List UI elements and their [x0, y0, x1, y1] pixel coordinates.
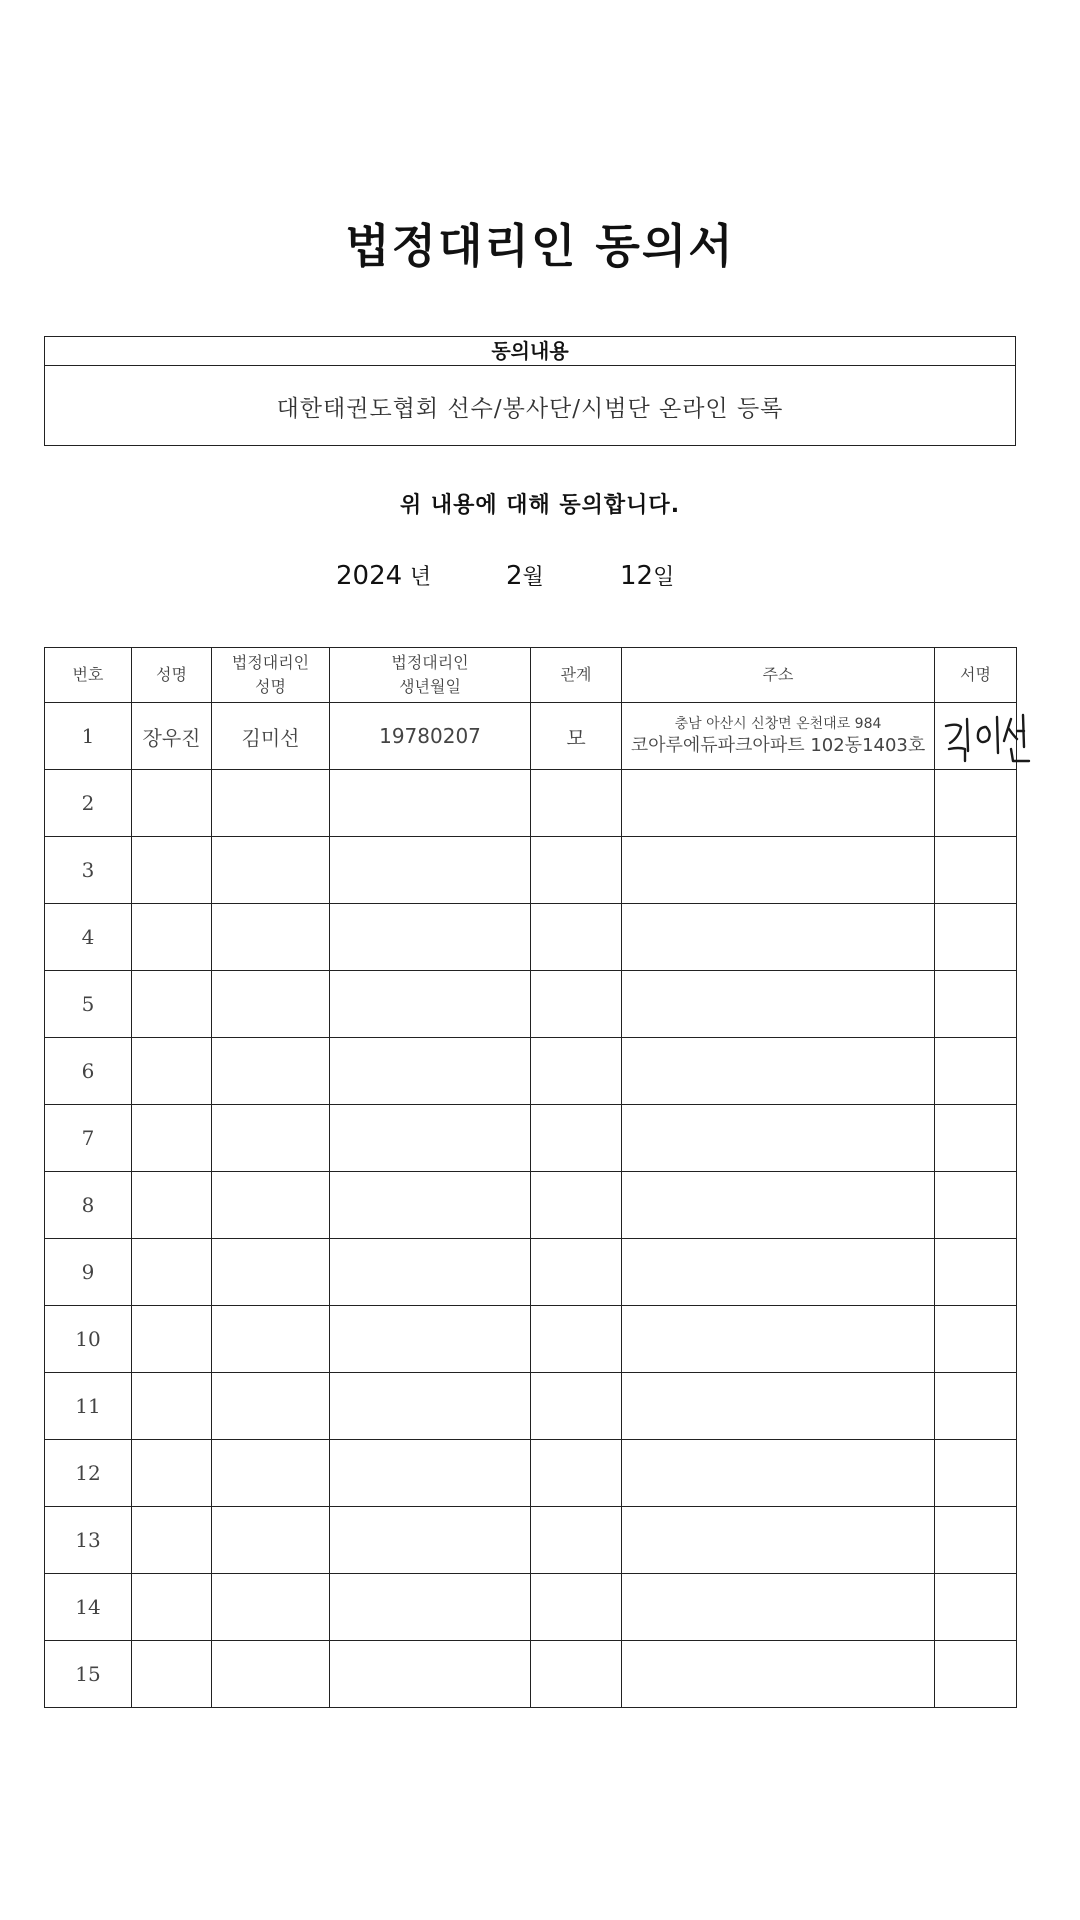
student-name: 장우진	[132, 703, 212, 770]
guardian-name	[212, 971, 330, 1038]
signature-cell	[935, 1641, 1017, 1708]
date-day-unit: 일	[653, 565, 675, 590]
header-signature: 서명	[935, 648, 1017, 703]
header-relation: 관계	[531, 648, 622, 703]
student-name	[132, 904, 212, 971]
header-address: 주소	[622, 648, 935, 703]
header-guardian-name-line1: 법정대리인	[231, 653, 310, 672]
date-day-value: 12	[620, 561, 654, 591]
row-number: 2	[45, 770, 132, 837]
row-number: 7	[45, 1105, 132, 1172]
signature-cell	[935, 971, 1017, 1038]
consent-header: 동의내용	[45, 337, 1015, 366]
guardian-birthdate	[330, 971, 531, 1038]
consent-box	[44, 336, 1016, 446]
guardian-name	[212, 837, 330, 904]
row-number: 15	[45, 1641, 132, 1708]
address	[622, 1172, 935, 1239]
address	[622, 1440, 935, 1507]
relation	[531, 837, 622, 904]
guardian-birthdate	[330, 770, 531, 837]
header-name: 성명	[132, 648, 212, 703]
address	[622, 1306, 935, 1373]
address-line1: 충남 아산시 신창면 온천대로 984	[674, 716, 882, 732]
table-row	[45, 1373, 1017, 1440]
relation	[531, 1105, 622, 1172]
student-name	[132, 1373, 212, 1440]
guardian-name	[212, 770, 330, 837]
guardian-name	[212, 1574, 330, 1641]
guardian-birthdate	[330, 1172, 531, 1239]
relation	[531, 971, 622, 1038]
date-month-value: 2	[506, 561, 523, 591]
student-name	[132, 1172, 212, 1239]
signature-cell	[935, 1440, 1017, 1507]
relation	[531, 770, 622, 837]
relation	[531, 1373, 622, 1440]
relation	[531, 904, 622, 971]
signature-cell	[935, 1038, 1017, 1105]
signature-cell	[935, 1306, 1017, 1373]
guardian-birthdate	[330, 1440, 531, 1507]
relation	[531, 1038, 622, 1105]
table-row	[45, 1574, 1017, 1641]
student-name	[132, 1306, 212, 1373]
student-name	[132, 1574, 212, 1641]
row-number: 13	[45, 1507, 132, 1574]
handwritten-signature	[941, 711, 1037, 767]
address	[622, 971, 935, 1038]
guardian-birthdate	[330, 1105, 531, 1172]
table-row	[45, 904, 1017, 971]
guardian-name	[212, 1373, 330, 1440]
table-row	[45, 837, 1017, 904]
address	[622, 703, 935, 770]
consent-body: 대한태권도협회 선수/봉사단/시범단 온라인 등록	[276, 395, 784, 422]
date-month	[506, 560, 544, 591]
address	[622, 1373, 935, 1440]
header-guardian-birth	[330, 648, 531, 703]
table-row	[45, 1038, 1017, 1105]
address	[622, 1038, 935, 1105]
guardian-birthdate	[330, 1507, 531, 1574]
relation	[531, 1507, 622, 1574]
row-number: 4	[45, 904, 132, 971]
table-row	[45, 1641, 1017, 1708]
row-number: 3	[45, 837, 132, 904]
signature-cell	[935, 1574, 1017, 1641]
address	[622, 1105, 935, 1172]
relation: 모	[531, 703, 622, 770]
relation	[531, 1306, 622, 1373]
agreement-statement: 위 내용에 대해 동의합니다.	[399, 493, 681, 518]
table-row	[45, 1105, 1017, 1172]
guardian-birthdate	[330, 837, 531, 904]
student-name	[132, 1105, 212, 1172]
signature-cell	[935, 1507, 1017, 1574]
signature-cell	[935, 770, 1017, 837]
student-name	[132, 1239, 212, 1306]
guardian-name	[212, 1440, 330, 1507]
guardian-birthdate	[330, 1373, 531, 1440]
table-row	[45, 971, 1017, 1038]
date-month-unit: 월	[522, 565, 544, 590]
guardian-name	[212, 1641, 330, 1708]
date-year-value: 2024	[336, 561, 403, 591]
table-row	[45, 770, 1017, 837]
address	[622, 1239, 935, 1306]
table-row	[45, 1239, 1017, 1306]
guardian-name	[212, 1306, 330, 1373]
student-name	[132, 1038, 212, 1105]
signature-cell	[935, 1172, 1017, 1239]
table-row	[45, 1306, 1017, 1373]
guardian-birthdate: 19780207	[330, 703, 531, 770]
guardian-birthdate	[330, 1306, 531, 1373]
header-guardian-birth-line2: 생년월일	[399, 677, 461, 696]
signature-cell	[935, 1239, 1017, 1306]
address	[622, 837, 935, 904]
relation	[531, 1239, 622, 1306]
table-row	[45, 1507, 1017, 1574]
guardian-name: 김미선	[212, 703, 330, 770]
guardian-name	[212, 1105, 330, 1172]
student-name	[132, 1641, 212, 1708]
guardian-birthdate	[330, 1239, 531, 1306]
address	[622, 1574, 935, 1641]
guardian-name	[212, 1507, 330, 1574]
row-number: 9	[45, 1239, 132, 1306]
student-name	[132, 837, 212, 904]
address	[622, 1507, 935, 1574]
guardian-birthdate	[330, 1038, 531, 1105]
guardian-name	[212, 1038, 330, 1105]
row-number: 12	[45, 1440, 132, 1507]
address	[622, 770, 935, 837]
guardian-name	[212, 904, 330, 971]
signature-cell	[935, 1105, 1017, 1172]
relation	[531, 1440, 622, 1507]
document-title: 법정대리인 동의서	[345, 219, 735, 273]
date-day	[620, 560, 674, 591]
student-name	[132, 770, 212, 837]
table-row	[45, 1440, 1017, 1507]
guardian-name	[212, 1172, 330, 1239]
relation	[531, 1172, 622, 1239]
header-no: 번호	[45, 648, 132, 703]
address	[622, 904, 935, 971]
guardian-birthdate	[330, 1641, 531, 1708]
student-name	[132, 1440, 212, 1507]
signature-cell	[935, 703, 1017, 770]
header-guardian-birth-line1: 법정대리인	[391, 653, 469, 672]
table-row	[45, 703, 1017, 770]
guardian-birthdate	[330, 1574, 531, 1641]
signature-cell	[935, 1373, 1017, 1440]
row-number: 8	[45, 1172, 132, 1239]
guardian-birthdate	[330, 904, 531, 971]
signature-cell	[935, 904, 1017, 971]
guardian-table	[44, 647, 1017, 1708]
row-number: 1	[45, 703, 132, 770]
signature-cell	[935, 837, 1017, 904]
guardian-name	[212, 1239, 330, 1306]
table-row	[45, 1172, 1017, 1239]
row-number: 6	[45, 1038, 132, 1105]
student-name	[132, 971, 212, 1038]
student-name	[132, 1507, 212, 1574]
row-number: 10	[45, 1306, 132, 1373]
header-guardian-name-line2: 성명	[255, 677, 286, 696]
address-line2: 코아루에듀파크아파트 102동1403호	[630, 735, 926, 756]
header-guardian-name	[212, 648, 330, 703]
table-header-row	[45, 648, 1017, 703]
date-year-unit: 년	[409, 565, 432, 590]
row-number: 14	[45, 1574, 132, 1641]
address	[622, 1641, 935, 1708]
date-year	[336, 560, 431, 591]
row-number: 11	[45, 1373, 132, 1440]
row-number: 5	[45, 971, 132, 1038]
relation	[531, 1574, 622, 1641]
relation	[531, 1641, 622, 1708]
